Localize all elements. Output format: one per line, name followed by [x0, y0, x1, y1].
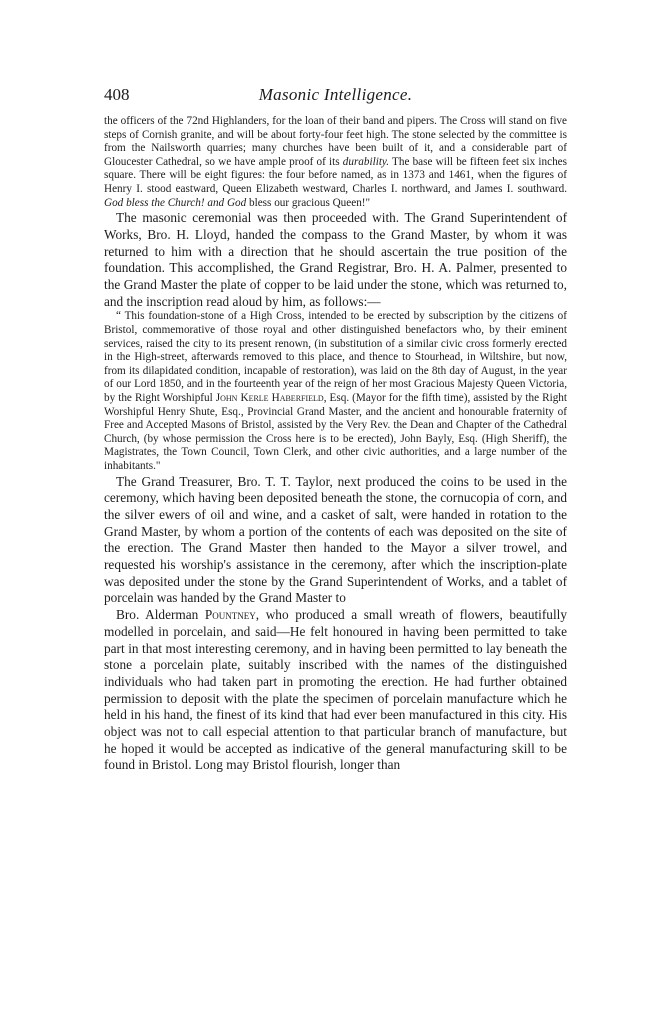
text-run: The masonic ceremonial was then proceeded with. The Grand Superintendent of Works, Bro. H. Lloyd, handed the compass to the Grand Master, by whom it was returned to him with a direction that he should ascertain the true position of the foundation. This accomplished, the Grand Registrar, Bro. H. A. Palmer, presented to the Grand Master the plate of copper to be laid under the stone, which was returned to, and the inscription read aloud by him, as follows:—	[104, 210, 567, 309]
paragraph	[104, 115, 567, 210]
page-header	[104, 85, 567, 115]
paragraph	[104, 210, 567, 310]
text-run: The Grand Treasurer, Bro. T. T. Taylor, next produced the coins to be used in the ceremony, which having been deposited beneath the stone, the cornucopia of corn, and the silver ewers of oil and wine, and a casket of salt, were handed in rotation to the Grand Master, by whom a portion of the contents of each was deposited on the site of the erection. The Grand Master then handed to the Mayor a silver trowel, and requested his worship's assistance in the ceremony, after which the inscription-plate was deposited under the stone by the Grand Superintendent of Works, and a tablet of porcelain was handed by the Grand Master to	[104, 473, 567, 606]
text-run: “ This foundation-stone of a High Cross, intended to be erected by subscription by the citizens of Bristol, commemorative of those royal and other distinguished benefactors who, by their eminent services, raised the city to its present renown, (in substitution of a similar civic cross formerly erected in the High-street, afterwards removed to this place, and thence to Stourhead, in Wiltshire, but now, from its dilapidated condition, incapable of restoration), was laid on the 8th day of August, in the year of our Lord 1850, and in the fourteenth year of the reign of her most Gracious Majesty Queen Victoria, by the Right Worshipful	[104, 310, 567, 404]
text-run: bless our gracious Queen!"	[246, 196, 371, 209]
text-run: The base will be fifteen feet six inches square. There will be eight figures: the four before named, as in 1373 and 1461, when the figures of Henry I. stood eastward, Queen Elizabeth westward, Charles I. northward, and James I. southward.	[104, 155, 567, 195]
paragraph	[104, 607, 567, 774]
text-run: the officers of the 72nd Highlanders, for the loan of their band and pipers. The Cross will stand on five steps of Cornish granite, and will be about forty-four feet high. The stone selected by the committee is from the Nailsworth quarries; many churches have been built of it, and a considerable part of Gloucester Cathedral, so we have ample proof of its	[104, 115, 567, 168]
text-run: Bro. Alderman	[116, 607, 205, 623]
text-run: God bless the Church! and God	[104, 196, 247, 209]
page-number: 408	[104, 85, 130, 104]
text-run: , who produced a small wreath of flowers, beautifully modelled in porcelain, and said—He felt honoured in having been permitted to take part in that most interesting ceremony, and in having been permitted to lay beneath the stone a porcelain plate, suitably inscribed with the names of the distinguished individuals who had taken part in promoting the erection. He had further obtained permission to deposit with the plate the specimen of porcelain manufacture which he held in his hand, the finest of its kind that had ever been manufactured in this city. His object was not to call especial attention to that particular branch of manufacture, but he hoped it would be accepted as indicative of the general manufacturing skill to be found in Bristol. Long may Bristol flourish, longer than	[104, 607, 567, 773]
paragraph	[104, 474, 567, 608]
body-text	[104, 115, 567, 774]
text-run: Pountney	[204, 607, 256, 623]
text-run: durability.	[342, 155, 390, 168]
running-head: Masonic Intelligence.	[258, 85, 413, 104]
paragraph	[104, 310, 567, 473]
text-run: John Kerle Haberfield	[215, 391, 324, 404]
text-run: , Esq. (Mayor for the fifth time), assisted by the Right Worshipful Henry Shute, Esq., Provincial Grand Master, and the ancient and honourable fraternity of Free and Accepted Masons of Bristol, assisted by the Very Rev. the Dean and Chapter of the Cathedral Church, (by whose permission the Cross here is to be erected), John Bayly, Esq. (High Sheriff), the Magistrates, the Town Council, Town Clerk, and other civic authorities, and a large number of the inhabitants."	[104, 391, 567, 472]
